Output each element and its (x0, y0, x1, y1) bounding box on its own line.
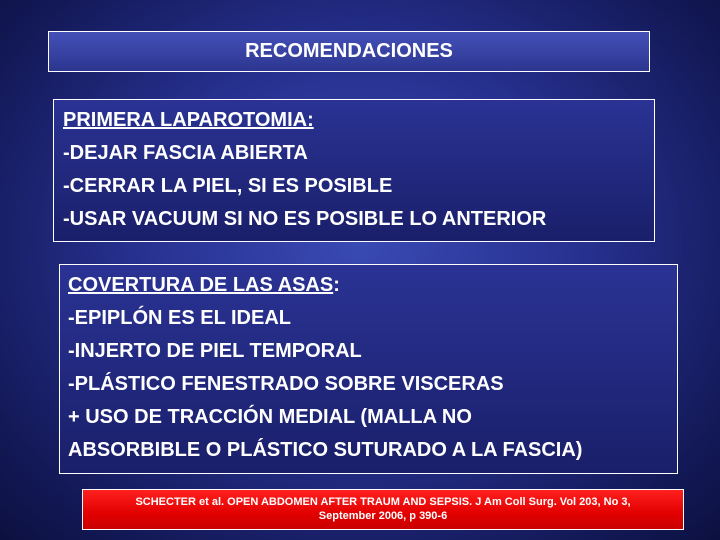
section-heading-colon: : (333, 274, 340, 296)
citation-line-1: SCHECTER et al. OPEN ABDOMEN AFTER TRAUM AND SEPSIS. J Am Coll Surg. Vol 203, No 3, (135, 496, 631, 508)
citation-line-2: September 2006, p 390-6 (318, 510, 448, 522)
covertura-asas-panel (59, 264, 678, 474)
list-item: -PLÁSTICO FENESTRADO SOBRE VISCERAS (68, 373, 504, 395)
slide-title: RECOMENDACIONES (48, 31, 650, 72)
section-heading: COVERTURA DE LAS ASAS (68, 274, 334, 296)
list-item: + USO DE TRACCIÓN MEDIAL (MALLA NO (68, 406, 472, 428)
primera-laparotomia-panel (53, 99, 655, 242)
list-item: -DEJAR FASCIA ABIERTA (63, 142, 308, 164)
list-item: ABSORBIBLE O PLÁSTICO SUTURADO A LA FASCIA) (68, 439, 583, 461)
section-heading: PRIMERA LAPAROTOMIA: (63, 109, 314, 131)
section-heading-line (68, 270, 677, 303)
list-item: -INJERTO DE PIEL TEMPORAL (68, 340, 362, 362)
list-item: -USAR VACUUM SI NO ES POSIBLE LO ANTERIOR (63, 208, 547, 230)
list-item: -EPIPLÓN ES EL IDEAL (68, 307, 291, 329)
list-item: -CERRAR LA PIEL, SI ES POSIBLE (63, 175, 393, 197)
citation-box (82, 489, 684, 530)
